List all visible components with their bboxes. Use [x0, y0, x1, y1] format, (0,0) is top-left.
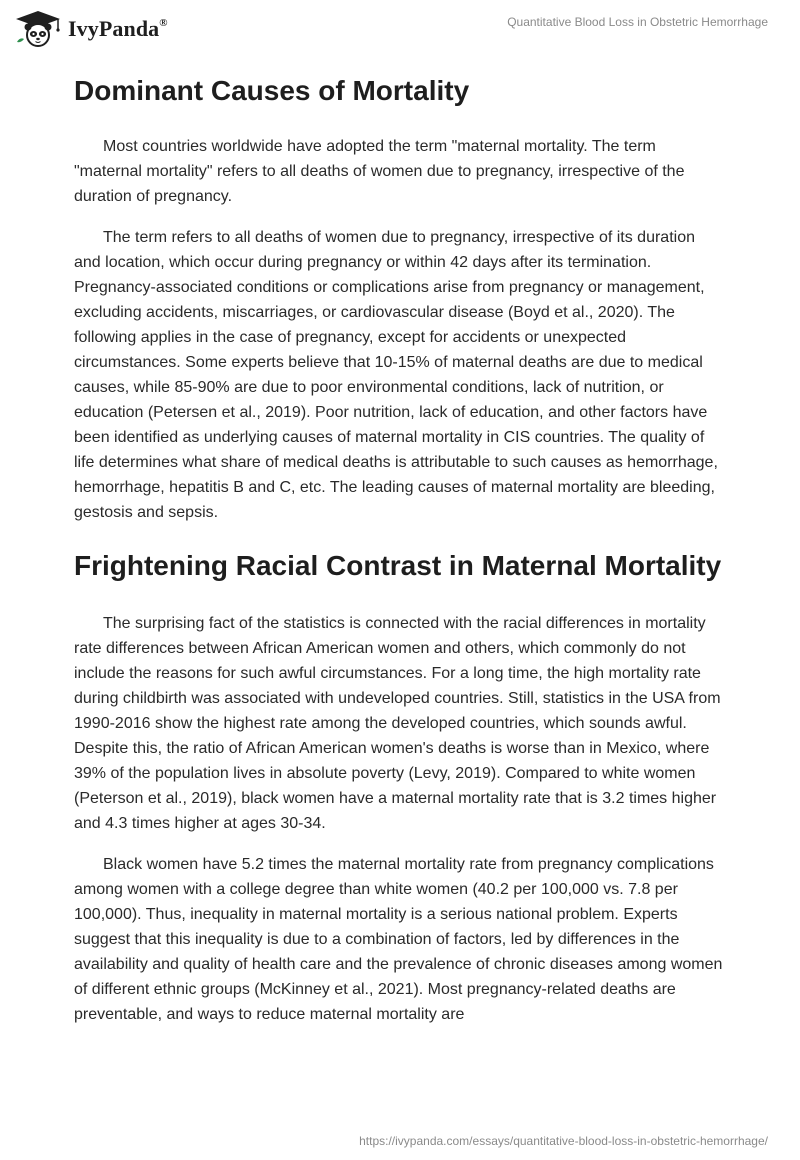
panda-graduate-icon	[14, 10, 62, 48]
document-title: Quantitative Blood Loss in Obstetric Hemorrhage	[507, 15, 768, 29]
paragraph: Most countries worldwide have adopted the term "maternal mortality. The term "maternal mortality" refers to all deaths of women due to pregnancy, irrespective of the duration of pregnancy.	[74, 138, 685, 205]
paragraph: The surprising fact of the statistics is connected with the racial differences in mortality rate differences between African American women and others, which commonly do not include the reasons for such awful circumstances. For a long time, the high mortality rate during childbirth was associated with undeveloped countries. Still, statistics in the USA from 1990-2016 show the highest rate among the developed countries, which sounds awful. Despite this, the ratio of African American women's deaths is worse than in Mexico, where 39% of the population lives in absolute poverty (Levy, 2019). Compared to white women (Peterson et al., 2019), black women have a maternal mortality rate that is 3.2 times higher and 4.3 times higher at ages 30-34.	[74, 615, 721, 832]
essay-content	[74, 68, 726, 1043]
page-header	[0, 0, 800, 56]
logo-wordmark: IvyPanda®	[68, 16, 168, 41]
section-heading: Frightening Racial Contrast in Maternal Mortality	[74, 550, 722, 581]
source-url[interactable]: https://ivypanda.com/essays/quantitative-blood-loss-in-obstetric-hemorrhage/	[359, 1134, 768, 1148]
paragraph: The term refers to all deaths of women due to pregnancy, irrespective of its duration and location, which occur during pregnancy or within 42 days after its termination. Pregnancy-associated conditions or complications arise from pregnancy or management, excluding accidents, miscarriages, or cardiovascular disease (Boyd et al., 2020). The following applies in the case of pregnancy, except for accidents or unexpected circumstances. Some experts believe that 10-15% of maternal deaths are due to medical causes, while 85-90% are due to poor environmental conditions, lack of nutrition, or education (Petersen et al., 2019). Poor nutrition, lack of education, and other factors have been identified as underlying causes of maternal mortality in CIS countries. The quality of life determines what share of medical deaths is attributable to such causes as hemorrhage, hemorrhage, hepatitis B and C, etc. The leading causes of maternal mortality are bleeding, gestosis and sepsis.	[74, 229, 718, 521]
ivypanda-logo[interactable]	[14, 10, 168, 48]
paragraph: Black women have 5.2 times the maternal mortality rate from pregnancy complications among women with a college degree than white women (40.2 per 100,000 vs. 7.8 per 100,000). Thus, inequality in maternal mortality is a serious national problem. Experts suggest that this inequality is due to a combination of factors, led by differences in the availability and quality of health care and the prevalence of chronic diseases among women of different ethnic groups (McKinney et al., 2021). Most pregnancy-related deaths are preventable, and ways to reduce maternal mortality are	[74, 856, 723, 1023]
section-heading: Dominant Causes of Mortality	[74, 75, 470, 106]
